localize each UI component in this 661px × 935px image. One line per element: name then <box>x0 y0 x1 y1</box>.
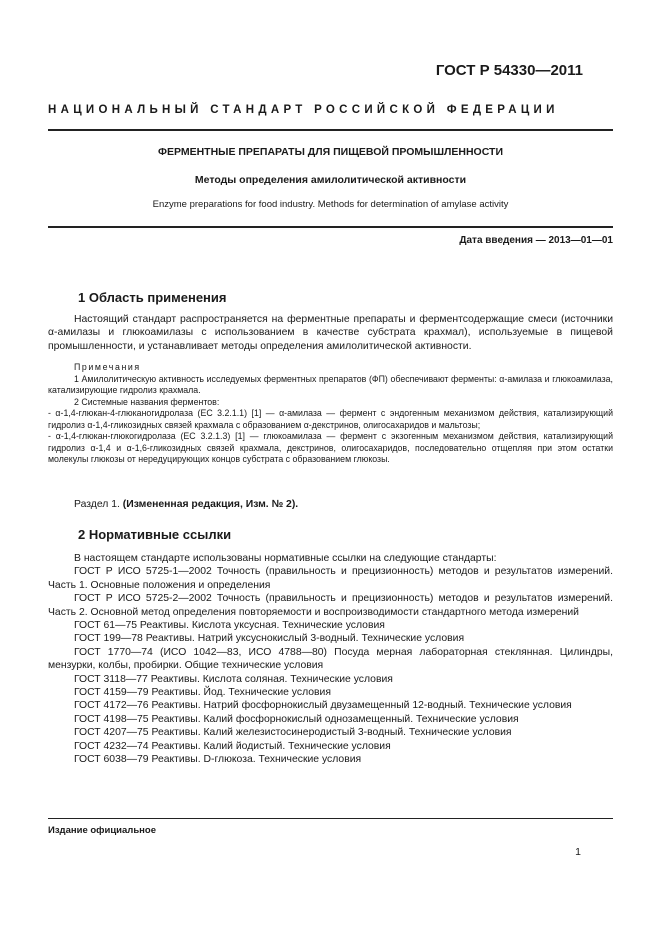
reference-item: ГОСТ 199—78 Реактивы. Натрий уксуснокислый 3-водный. Технические условия <box>74 633 465 645</box>
amendment-line <box>74 499 298 510</box>
reference-item: ГОСТ 61—75 Реактивы. Кислота уксусная. Технические условия <box>74 620 385 632</box>
note-2-intro: 2 Системные названия ферментов: <box>74 396 220 407</box>
national-standard-banner: НАЦИОНАЛЬНЫЙ СТАНДАРТ РОССИЙСКОЙ ФЕДЕРАЦИИ <box>48 104 559 116</box>
header-divider <box>48 129 613 131</box>
gost-code: ГОСТ Р 54330—2011 <box>435 62 583 79</box>
reference-item: ГОСТ 6038—79 Реактивы. D-глюкоза. Технические условия <box>74 754 362 766</box>
reference-item: ГОСТ 4207—75 Реактивы. Калий железистосинеродистый 3-водный. Технические условия <box>74 727 512 739</box>
reference-item: ГОСТ Р ИСО 5725-2—2002 Точность (правильность и прецизионность) методов и результатов измерений. Часть 2. Основной метод определения повторяемости и воспроизводимости стандартного метода измерений <box>48 593 613 618</box>
note-1: 1 Амилолитическую активность исследуемых ферментных препаратов (ФП) обеспечивают ферменты: α-амилаза и глюкоамилаза, катализирующие гидролиз крахмала. <box>48 373 613 395</box>
footer-divider <box>48 818 613 819</box>
notes-block <box>48 362 613 466</box>
section-1-heading: 1 Область применения <box>78 290 227 305</box>
reference-item: ГОСТ 3118—77 Реактивы. Кислота соляная. Технические условия <box>74 673 393 685</box>
official-edition-label: Издание официальное <box>48 825 156 836</box>
note-2-b: - α-1,4-глюкан-глюкогидролаза (ЕС 3.2.1.3) [1] — глюкоамилаза — фермент с экзогенным механизмом действия, катализирующий гидролиз α-1,4 и α-1,6-гликозидных связей крахмала, декстринов, олигосахаридов, последовательно отщепляя при этом остатки молекулы глюкозы от нередуцирующих концов субстрата с образованием глюкозы. <box>48 431 613 464</box>
note-2-a: - α-1,4-глюкан-4-глюканогидролаза (ЕС 3.2.1.1) [1] — α-амилаза — фермент с эндогенным механизмом действия, катализирующий гидролиз α-1,4-гликозидных связей крахмала с образованием α-декстринов, олигосахаридов и мальтозы; <box>48 408 613 430</box>
document-title: ФЕРМЕНТНЫЕ ПРЕПАРАТЫ ДЛЯ ПИЩЕВОЙ ПРОМЫШЛЕННОСТИ <box>158 146 503 158</box>
introduction-date: Дата введения — 2013—01—01 <box>459 235 613 246</box>
section-2-heading: 2 Нормативные ссылки <box>78 527 232 542</box>
section-1-text: Настоящий стандарт распространяется на ферментные препараты и ферментсодержащие смеси (источники α-амилазы и глюкоамилазы с использованием в качестве субстрата крахмал), используемые в пищевой промышленности, и устанавливает методы определения амилолитической активности. <box>48 314 613 352</box>
references-intro: В настоящем стандарте использованы нормативные ссылки на следующие стандарты: <box>74 553 497 564</box>
reference-item: ГОСТ Р ИСО 5725-1—2002 Точность (правильность и прецизионность) методов и результатов измерений. Часть 1. Основные положения и определения <box>48 566 613 591</box>
reference-item: ГОСТ 4232—74 Реактивы. Калий йодистый. Технические условия <box>74 740 391 752</box>
section-1-paragraph <box>48 313 613 353</box>
reference-item: ГОСТ 4198—75 Реактивы. Калий фосфорнокислый однозамещенный. Технические условия <box>74 713 519 725</box>
reference-item: ГОСТ 4172—76 Реактивы. Натрий фосфорнокислый двузамещенный 12-водный. Технические условия <box>74 700 572 712</box>
normative-references <box>48 552 613 767</box>
amendment-prefix: Раздел 1. <box>74 499 120 510</box>
notes-title: Примечания <box>74 362 141 372</box>
amendment-note: (Измененная редакция, Изм. № 2). <box>122 499 299 510</box>
reference-item: ГОСТ 4159—79 Реактивы. Йод. Технические условия <box>74 687 331 699</box>
reference-item: ГОСТ 1770—74 (ИСО 1042—83, ИСО 4788—80) Посуда мерная лабораторная стеклянная. Цилиндры, мензурки, колбы, пробирки. Общие технические условия <box>48 646 613 672</box>
title-divider <box>48 226 613 228</box>
document-subtitle: Методы определения амилолитической активности <box>194 174 467 186</box>
english-title: Enzyme preparations for food industry. Methods for determination of amylase activity <box>152 199 509 210</box>
page-number: 1 <box>575 846 581 858</box>
